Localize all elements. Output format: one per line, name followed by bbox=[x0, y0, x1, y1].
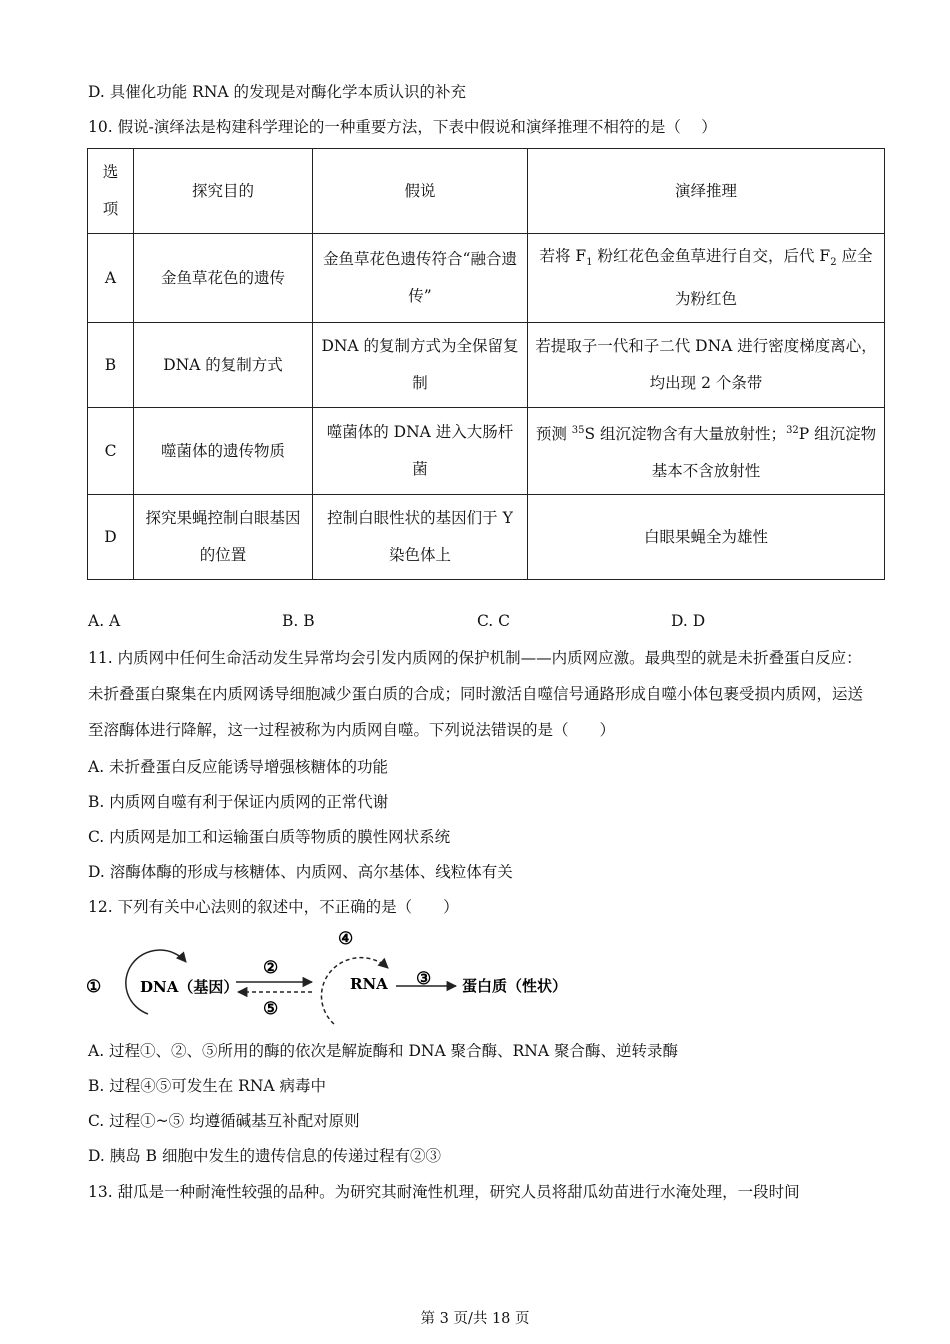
q10-options bbox=[88, 612, 868, 632]
q11-option-a[interactable]: A. 未折叠蛋白反应能诱导增强核糖体的功能 bbox=[88, 758, 389, 776]
page-footer: 第 3 页/共 18 页 bbox=[420, 1311, 530, 1327]
q10-stem: 10. 假说-演绎法是构建科学理论的一种重要方法，下表中假说和演绎推理不相符的是（ ） bbox=[88, 118, 717, 136]
process-4-label: ④ bbox=[338, 929, 354, 949]
option-d[interactable]: D. D bbox=[671, 612, 706, 630]
row-purpose: 金鱼草花色的遗传 bbox=[134, 234, 313, 323]
q12-option-b[interactable]: B. 过程④⑤可发生在 RNA 病毒中 bbox=[88, 1077, 327, 1095]
q12-option-a[interactable]: A. 过程①、②、⑤所用的酶的依次是解旋酶和 DNA 聚合酶、RNA 聚合酶、逆转录酶 bbox=[88, 1042, 678, 1060]
q12-option-d[interactable]: D. 胰岛 B 细胞中发生的遗传信息的传递过程有②③ bbox=[88, 1147, 441, 1165]
row-purpose: 探究果蝇控制白眼基因的位置 bbox=[134, 495, 313, 580]
table-row bbox=[88, 495, 885, 580]
rna-label: RNA bbox=[350, 975, 388, 993]
row-hypothesis: 噬菌体的 DNA 进入大肠杆菌 bbox=[313, 408, 528, 495]
table-row bbox=[88, 408, 885, 495]
row-hypothesis: 控制白眼性状的基因们于 Y 染色体上 bbox=[313, 495, 528, 580]
q12-stem: 12. 下列有关中心法则的叙述中，不正确的是（ ） bbox=[88, 898, 459, 916]
table-row bbox=[88, 234, 885, 323]
table-row bbox=[88, 323, 885, 408]
process-3-label: ③ bbox=[416, 969, 432, 989]
process-1-label: ① bbox=[86, 977, 102, 997]
q9-option-d: D. 具催化功能 RNA 的发现是对酶化学本质认识的补充 bbox=[88, 83, 467, 101]
row-deduction: 若提取子一代和子二代 DNA 进行密度梯度离心，均出现 2 个条带 bbox=[528, 323, 885, 408]
row-purpose: DNA 的复制方式 bbox=[134, 323, 313, 408]
q11-option-c[interactable]: C. 内质网是加工和运输蛋白质等物质的膜性网状系统 bbox=[88, 828, 451, 846]
header-hypothesis: 假说 bbox=[313, 149, 528, 234]
q11-option-d[interactable]: D. 溶酶体酶的形成与核糖体、内质网、高尔基体、线粒体有关 bbox=[88, 863, 513, 881]
central-dogma-diagram bbox=[86, 928, 606, 1028]
row-purpose: 噬菌体的遗传物质 bbox=[134, 408, 313, 495]
header-purpose: 探究目的 bbox=[134, 149, 313, 234]
row-option: D bbox=[88, 495, 134, 580]
process-5-label: ⑤ bbox=[263, 999, 279, 1019]
q10-table bbox=[87, 148, 885, 580]
row-option: A bbox=[88, 234, 134, 323]
process-2-label: ② bbox=[263, 958, 279, 978]
protein-label: 蛋白质（性状） bbox=[462, 977, 568, 995]
q11-option-b[interactable]: B. 内质网自噬有利于保证内质网的正常代谢 bbox=[88, 793, 389, 811]
row-option: C bbox=[88, 408, 134, 495]
table-header-row bbox=[88, 149, 885, 234]
option-a[interactable]: A. A bbox=[88, 612, 121, 630]
row-deduction: 若将 $F_1$ 粉红花色金鱼草进行自交，后代 $F_2$ 应全为粉红色 bbox=[528, 234, 885, 323]
q13-stem: 13. 甜瓜是一种耐淹性较强的品种。为研究其耐淹性机理，研究人员将甜瓜幼苗进行水淹处理，一段时间 bbox=[88, 1183, 800, 1201]
row-hypothesis: 金鱼草花色遗传符合“融合遗传” bbox=[313, 234, 528, 323]
option-b[interactable]: B. B bbox=[282, 612, 315, 630]
q12-option-c[interactable]: C. 过程①~⑤ 均遵循碱基互补配对原则 bbox=[88, 1112, 360, 1130]
q11-stem: 11. 内质网中任何生命活动发生异常均会引发内质网的保护机制——内质网应激。最典型的就是未折叠蛋白反应：未折叠蛋白聚集在内质网诱导细胞减少蛋白质的合成；同时激活自噬信号通路形成自噬小体包裹受损内质网，运送至溶酶体进行降解，这一过程被称为内质网自噬。下列说法错误的是（ ） bbox=[88, 649, 864, 739]
row-deduction: 白眼果蝇全为雄性 bbox=[528, 495, 885, 580]
dna-label: DNA（基因） bbox=[140, 978, 239, 996]
header-option: 选 项 bbox=[88, 149, 134, 234]
header-deduction: 演绎推理 bbox=[528, 149, 885, 234]
option-c[interactable]: C. C bbox=[477, 612, 511, 630]
row-deduction: 预测 $^{35}$S 组沉淀物含有大量放射性；$^{32}$P 组沉淀物基本不含放射性 bbox=[528, 408, 885, 495]
row-option: B bbox=[88, 323, 134, 408]
row-hypothesis: DNA 的复制方式为全保留复制 bbox=[313, 323, 528, 408]
